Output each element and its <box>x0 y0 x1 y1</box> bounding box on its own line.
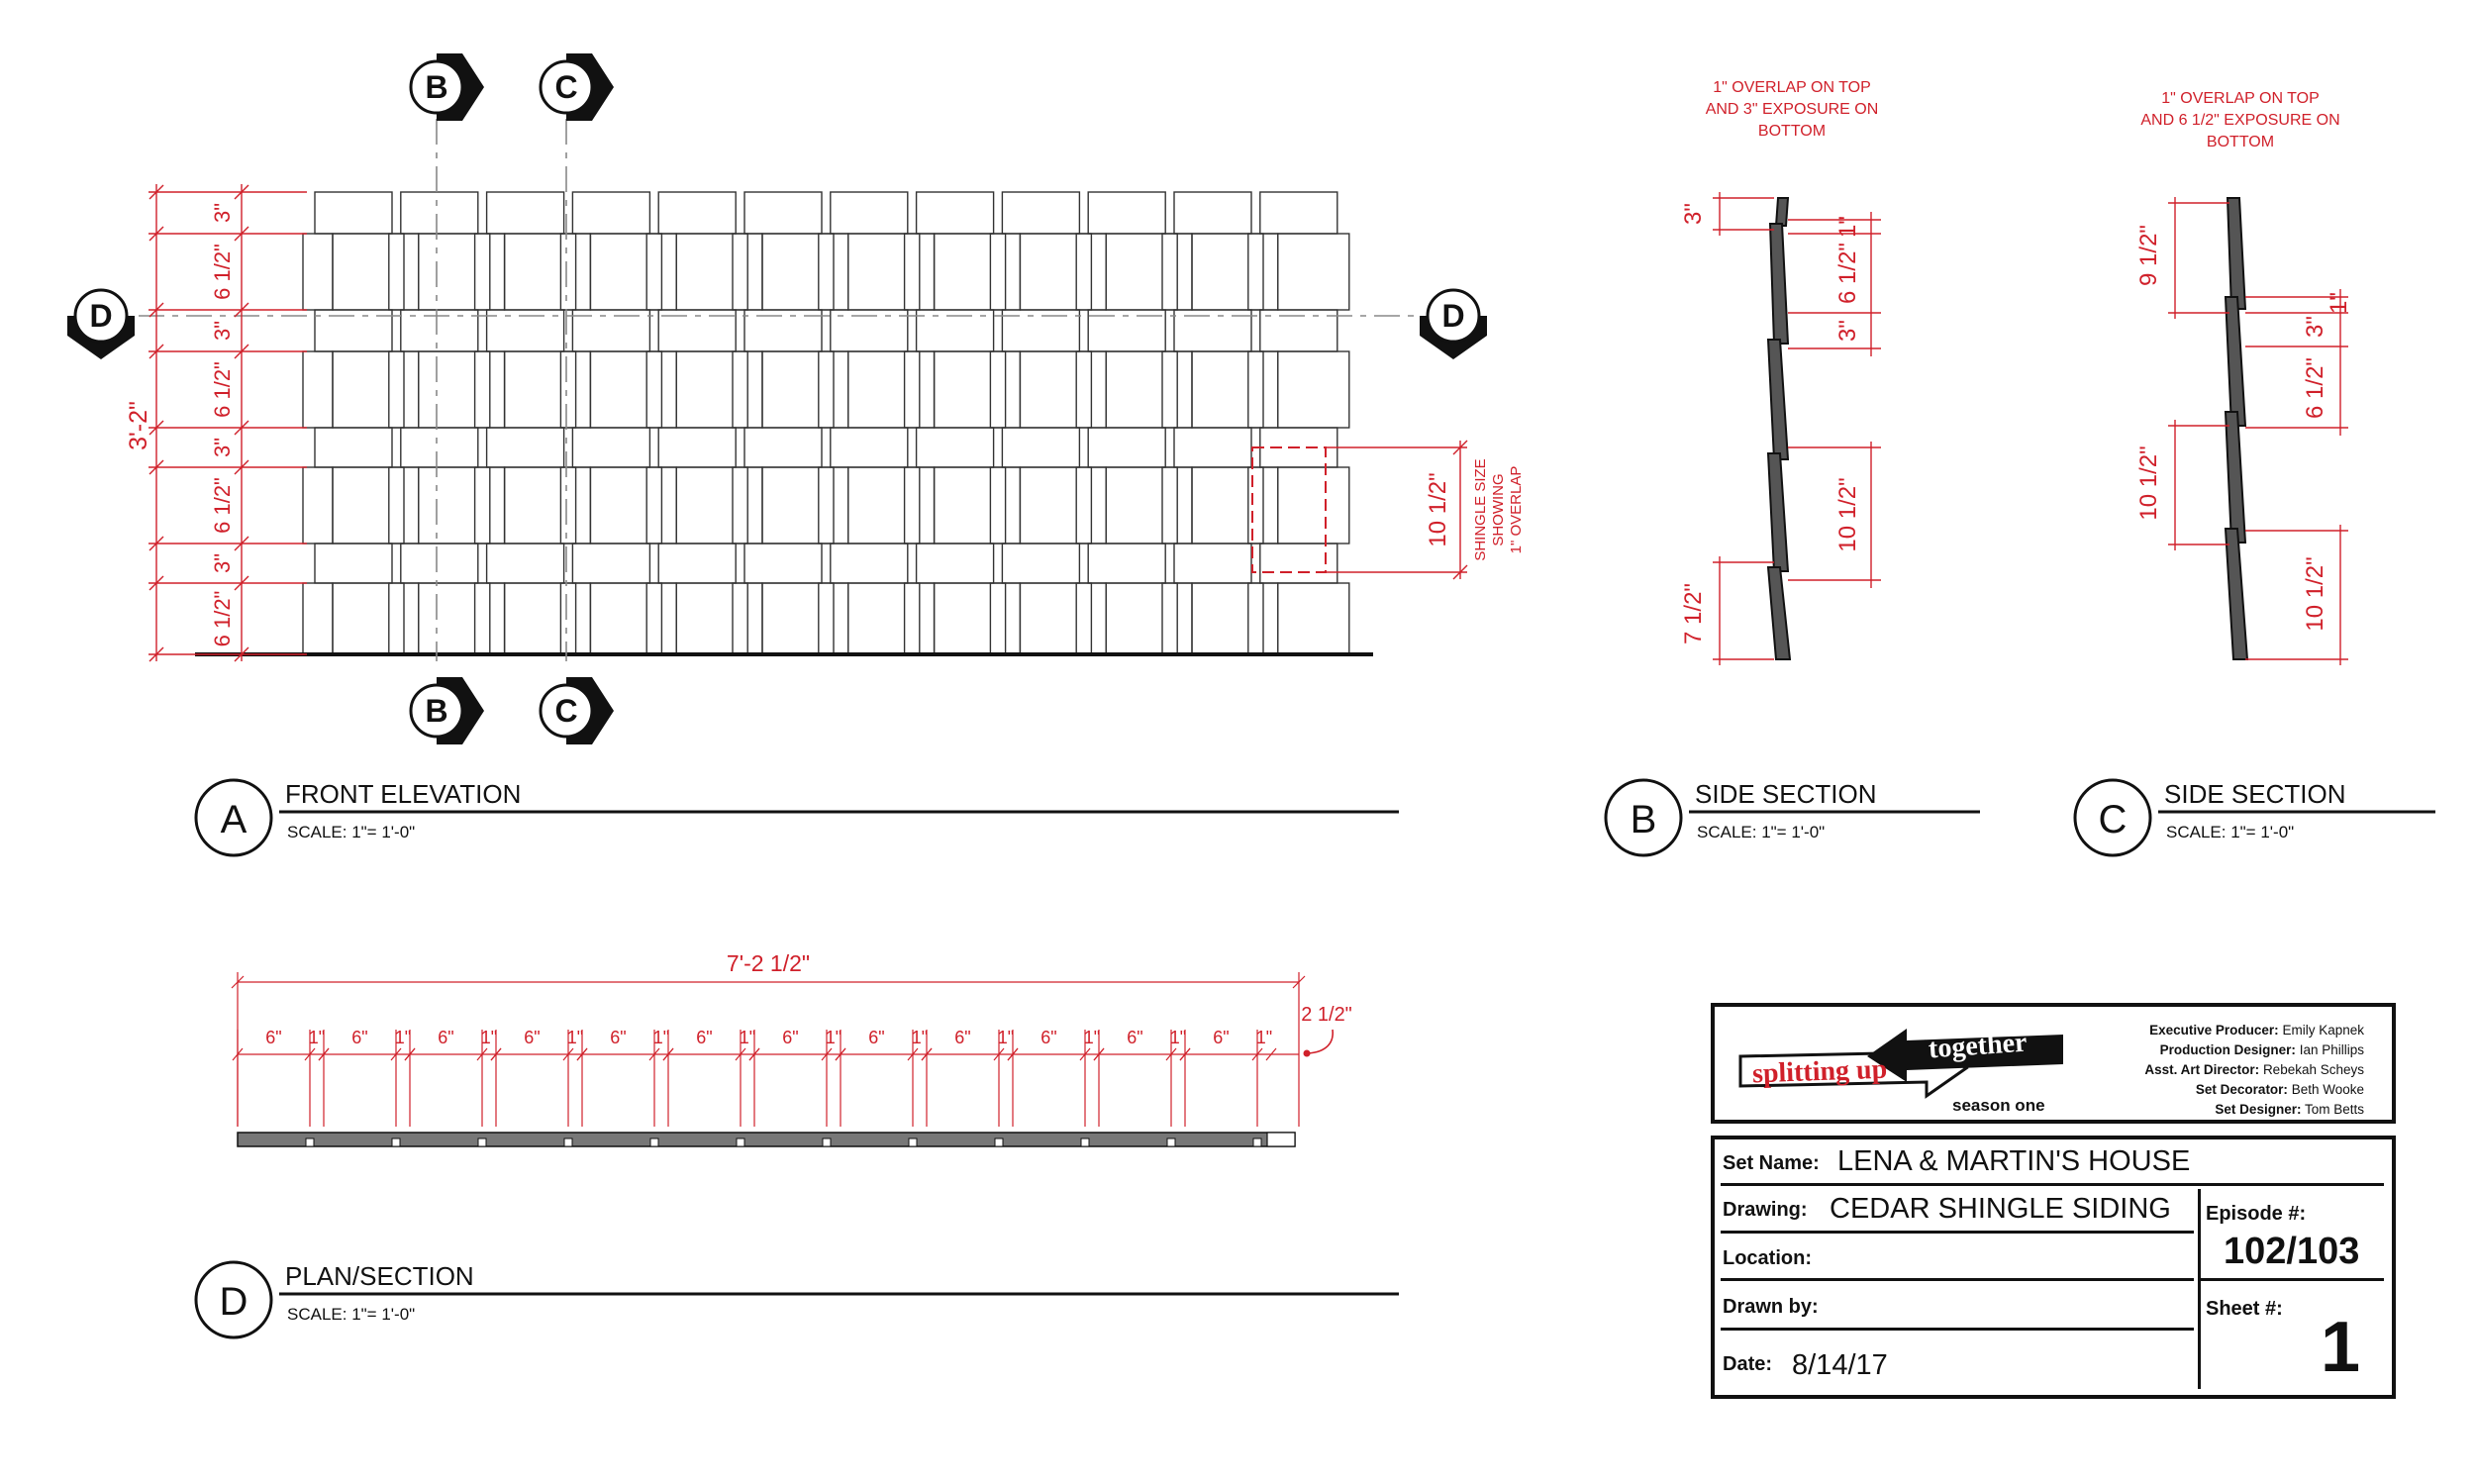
shingle <box>1174 544 1251 583</box>
credit-line: Production Designer: Ian Phillips <box>2159 1042 2364 1057</box>
shingle <box>676 467 747 544</box>
shingle <box>505 234 576 310</box>
shingle <box>572 428 649 467</box>
svg-text:D: D <box>1441 298 1465 334</box>
set-name-label: Set Name: <box>1723 1152 1820 1174</box>
plan-dim-gap: 1" <box>997 1028 1015 1047</box>
episode-value: 102/103 <box>2224 1231 2360 1272</box>
shingle <box>1174 192 1251 234</box>
section-b-dim-10-5: 10 1/2" <box>1834 477 1861 552</box>
shingle <box>419 234 490 310</box>
shingle <box>1260 192 1337 234</box>
plan-notch <box>1167 1138 1175 1146</box>
section-b-dim-1: 1" <box>1834 216 1861 238</box>
shingle <box>487 544 564 583</box>
plan-dim-gap: 1" <box>1083 1028 1101 1047</box>
credit-line: Executive Producer: Emily Kapnek <box>2149 1023 2364 1038</box>
shingle <box>1174 428 1251 467</box>
section-c-note-1: 1" OVERLAP ON TOP <box>2161 90 2320 107</box>
section-cut-lines <box>139 119 1416 661</box>
section-b-note-1: 1" OVERLAP ON TOP <box>1713 79 1871 96</box>
svg-text:C: C <box>554 693 578 729</box>
svg-text:C: C <box>2098 798 2128 841</box>
plan-notch <box>306 1138 314 1146</box>
section-c-dim-9-5: 9 1/2" <box>2135 225 2162 286</box>
shingle <box>1192 234 1263 310</box>
logo-splitting-up: splitting up <box>1751 1053 1888 1090</box>
shingle <box>762 583 834 654</box>
shingle <box>1020 583 1091 654</box>
plan-notch <box>1253 1138 1261 1146</box>
episode-label: Episode #: <box>2206 1203 2307 1225</box>
plan-dim-wide: 6" <box>1040 1028 1057 1047</box>
view-title-b-scale: SCALE: 1"= 1'-0" <box>1697 823 1826 841</box>
plan-dim-gap: 1" <box>652 1028 670 1047</box>
plan-notch <box>737 1138 744 1146</box>
shingle <box>676 234 747 310</box>
svg-text:B: B <box>425 69 448 105</box>
shingle <box>676 583 747 654</box>
plan-dim-wide: 6" <box>265 1028 282 1047</box>
shingle-note-1: SHINGLE SIZE <box>1472 458 1489 561</box>
row-dim: 3" <box>210 552 235 574</box>
elevation-overall-dim: 3'-2" <box>125 401 152 450</box>
date-value: 8/14/17 <box>1792 1349 1888 1381</box>
shingle <box>1278 467 1349 544</box>
side-section-b <box>1680 79 1881 665</box>
shingle-strip <box>303 467 333 544</box>
shingle <box>1088 192 1165 234</box>
shingle <box>487 192 564 234</box>
row-dim: 6 1/2" <box>210 361 235 418</box>
shingle <box>315 544 392 583</box>
shingle <box>419 467 490 544</box>
shingle <box>1106 467 1177 544</box>
marker-c-bottom <box>541 677 614 744</box>
plan-dimensions <box>232 972 1305 1127</box>
shingle <box>658 544 736 583</box>
view-title-a-scale: SCALE: 1"= 1'-0" <box>287 823 416 841</box>
view-title-d <box>196 1261 1399 1337</box>
shingle <box>658 192 736 234</box>
section-b-note-3: BOTTOM <box>1757 123 1827 140</box>
plan-dim-gap: 1" <box>308 1028 326 1047</box>
plan-notch <box>1081 1138 1089 1146</box>
shingle <box>1088 544 1165 583</box>
shingle <box>935 351 1006 428</box>
shingle <box>848 234 920 310</box>
front-elevation <box>125 119 1525 661</box>
plan-dim-wide: 6" <box>1213 1028 1230 1047</box>
view-title-a-label: FRONT ELEVATION <box>285 779 522 809</box>
plan-dim-gap: 1" <box>825 1028 842 1047</box>
plan-dim-gap: 1" <box>911 1028 929 1047</box>
row-dim: 3" <box>210 437 235 458</box>
section-b-shingles <box>1768 198 1790 659</box>
logo <box>1738 1017 2065 1116</box>
shingle <box>831 544 908 583</box>
credit-line: Set Decorator: Beth Wooke <box>2195 1082 2364 1097</box>
credit-line: Asst. Art Director: Rebekah Scheys <box>2144 1062 2364 1077</box>
plan-dim-gap: 1" <box>1255 1028 1273 1047</box>
view-title-d-scale: SCALE: 1"= 1'-0" <box>287 1305 416 1324</box>
shingle <box>1002 428 1079 467</box>
shingle <box>831 428 908 467</box>
shingle <box>744 428 822 467</box>
title-block-info <box>1711 1136 2396 1399</box>
shingle <box>935 583 1006 654</box>
plan-dim-gap: 1" <box>1169 1028 1187 1047</box>
shingle-strip <box>303 351 333 428</box>
shingle <box>1278 234 1349 310</box>
shingle <box>590 583 661 654</box>
shingle <box>744 544 822 583</box>
set-name-value: LENA & MARTIN'S HOUSE <box>1837 1145 2191 1177</box>
view-title-d-label: PLAN/SECTION <box>285 1261 474 1291</box>
shingle <box>333 583 404 654</box>
side-section-c <box>2135 90 2352 665</box>
drawing-label: Drawing: <box>1723 1199 1808 1221</box>
sheet-label: Sheet #: <box>2206 1298 2283 1320</box>
plan-dim-wide: 6" <box>868 1028 885 1047</box>
section-c-shingles <box>2226 198 2247 659</box>
plan-overall-dim: 7'-2 1/2" <box>726 950 811 976</box>
shingle <box>935 467 1006 544</box>
shingle <box>1106 234 1177 310</box>
shingle <box>1278 583 1349 654</box>
svg-text:C: C <box>554 69 578 105</box>
view-title-b <box>1606 779 1980 855</box>
plan-end-dim: 2 1/2" <box>1301 1004 1352 1026</box>
shingle <box>401 428 478 467</box>
plan-dim-wide: 6" <box>351 1028 368 1047</box>
plan-dim-wide: 6" <box>696 1028 713 1047</box>
shingle <box>935 234 1006 310</box>
drawn-by-label: Drawn by: <box>1723 1296 1819 1318</box>
shingle-strip <box>303 234 333 310</box>
plan-dim-wide: 6" <box>782 1028 799 1047</box>
shingle <box>1020 234 1091 310</box>
shingle <box>1192 583 1263 654</box>
svg-text:D: D <box>89 298 113 334</box>
shingle <box>762 467 834 544</box>
svg-text:D: D <box>219 1280 248 1324</box>
marker-d-right <box>1420 290 1487 359</box>
section-b-dim-3: 3" <box>1680 203 1707 225</box>
drawing-value: CEDAR SHINGLE SIDING <box>1830 1193 2171 1225</box>
shingle <box>917 192 994 234</box>
shingle <box>401 192 478 234</box>
plan-dim-wide: 6" <box>610 1028 627 1047</box>
plan-dim-wide: 6" <box>954 1028 971 1047</box>
marker-d-left <box>67 290 135 359</box>
plan-dim-gap: 1" <box>739 1028 756 1047</box>
sheet-value: 1 <box>2321 1308 2361 1387</box>
shingle <box>848 467 920 544</box>
shingle <box>315 428 392 467</box>
section-c-dim-10-5-left: 10 1/2" <box>2135 445 2162 521</box>
plan-section <box>232 950 1352 1146</box>
view-title-a <box>196 779 1399 855</box>
plan-dim-wide: 6" <box>1127 1028 1143 1047</box>
shingle <box>333 467 404 544</box>
section-c-dim-1: 1" <box>2326 292 2352 314</box>
svg-text:B: B <box>1630 798 1657 841</box>
shingle <box>762 234 834 310</box>
section-c-note-2: AND 6 1/2" EXPOSURE ON <box>2140 112 2340 129</box>
shingle <box>658 428 736 467</box>
shingle <box>1278 351 1349 428</box>
view-title-c <box>2075 779 2435 855</box>
section-b-dim-3b: 3" <box>1834 320 1861 342</box>
section-c-dim-6-5: 6 1/2" <box>2302 357 2328 419</box>
shingle <box>572 544 649 583</box>
shingle <box>401 544 478 583</box>
shingle <box>848 583 920 654</box>
row-dim: 6 1/2" <box>210 590 235 647</box>
row-dim: 3" <box>210 202 235 224</box>
plan-notch <box>392 1138 400 1146</box>
shingle <box>505 583 576 654</box>
shingle <box>1088 428 1165 467</box>
plan-dim-gap: 1" <box>566 1028 584 1047</box>
section-c-dim-10-5-right: 10 1/2" <box>2302 556 2328 632</box>
section-b-dim-6-5: 6 1/2" <box>1834 243 1861 304</box>
shingle <box>1106 583 1177 654</box>
shingle <box>505 351 576 428</box>
shingle <box>419 583 490 654</box>
row-dim: 3" <box>210 320 235 342</box>
plan-dim-wide: 6" <box>524 1028 541 1047</box>
shingle <box>1192 351 1263 428</box>
section-c-note-3: BOTTOM <box>2206 134 2275 150</box>
view-title-b-label: SIDE SECTION <box>1695 779 1877 809</box>
plan-notch <box>478 1138 486 1146</box>
plan-notch <box>823 1138 831 1146</box>
shingle <box>1002 192 1079 234</box>
plan-dim-gap: 1" <box>394 1028 412 1047</box>
row-dim: 6 1/2" <box>210 477 235 534</box>
shingle <box>333 351 404 428</box>
svg-text:A: A <box>220 798 248 841</box>
view-title-c-scale: SCALE: 1"= 1'-0" <box>2166 823 2295 841</box>
section-markers <box>67 53 1487 744</box>
shingle <box>572 192 649 234</box>
plan-notch <box>650 1138 658 1146</box>
shingle <box>590 351 661 428</box>
shingle-grid <box>303 192 1349 654</box>
shingle <box>419 351 490 428</box>
logo-together: together <box>1928 1027 2029 1065</box>
location-label: Location: <box>1723 1247 1812 1269</box>
shingle <box>315 192 392 234</box>
shingle-note-2: SHOWING <box>1490 473 1507 546</box>
shingle <box>590 467 661 544</box>
shingle-size-dim: 10 1/2" <box>1425 472 1451 547</box>
shingle-note-3: 1" OVERLAP <box>1508 465 1525 554</box>
shingle <box>831 192 908 234</box>
shingle <box>917 428 994 467</box>
plan-notch <box>564 1138 572 1146</box>
logo-season: season one <box>1952 1096 2045 1115</box>
shingle <box>848 351 920 428</box>
plan-dim-wide: 6" <box>438 1028 454 1047</box>
shingle <box>762 351 834 428</box>
shingle <box>917 544 994 583</box>
marker-b-bottom <box>411 677 484 744</box>
shingle <box>333 234 404 310</box>
plan-notch <box>909 1138 917 1146</box>
marker-b-top <box>411 53 484 121</box>
shingle <box>487 428 564 467</box>
section-b-dim-7-5: 7 1/2" <box>1680 583 1707 644</box>
section-b-note-2: AND 3" EXPOSURE ON <box>1705 101 1879 118</box>
plan-dim-gap: 1" <box>480 1028 498 1047</box>
date-label: Date: <box>1723 1353 1773 1375</box>
section-c-dim-3: 3" <box>2302 316 2328 338</box>
plan-notch <box>995 1138 1003 1146</box>
shingle <box>1020 351 1091 428</box>
credit-line: Set Designer: Tom Betts <box>2215 1102 2364 1117</box>
row-dim: 6 1/2" <box>210 244 235 300</box>
shingle <box>744 192 822 234</box>
shingle <box>590 234 661 310</box>
shingle <box>676 351 747 428</box>
svg-text:B: B <box>425 693 448 729</box>
shingle <box>1020 467 1091 544</box>
shingle-strip <box>303 583 333 654</box>
shingle <box>505 467 576 544</box>
title-block-logo <box>1711 1003 2396 1124</box>
view-title-c-label: SIDE SECTION <box>2164 779 2346 809</box>
credits <box>2144 1021 2364 1120</box>
marker-c-top <box>541 53 614 121</box>
shingle <box>1002 544 1079 583</box>
shingle <box>1106 351 1177 428</box>
